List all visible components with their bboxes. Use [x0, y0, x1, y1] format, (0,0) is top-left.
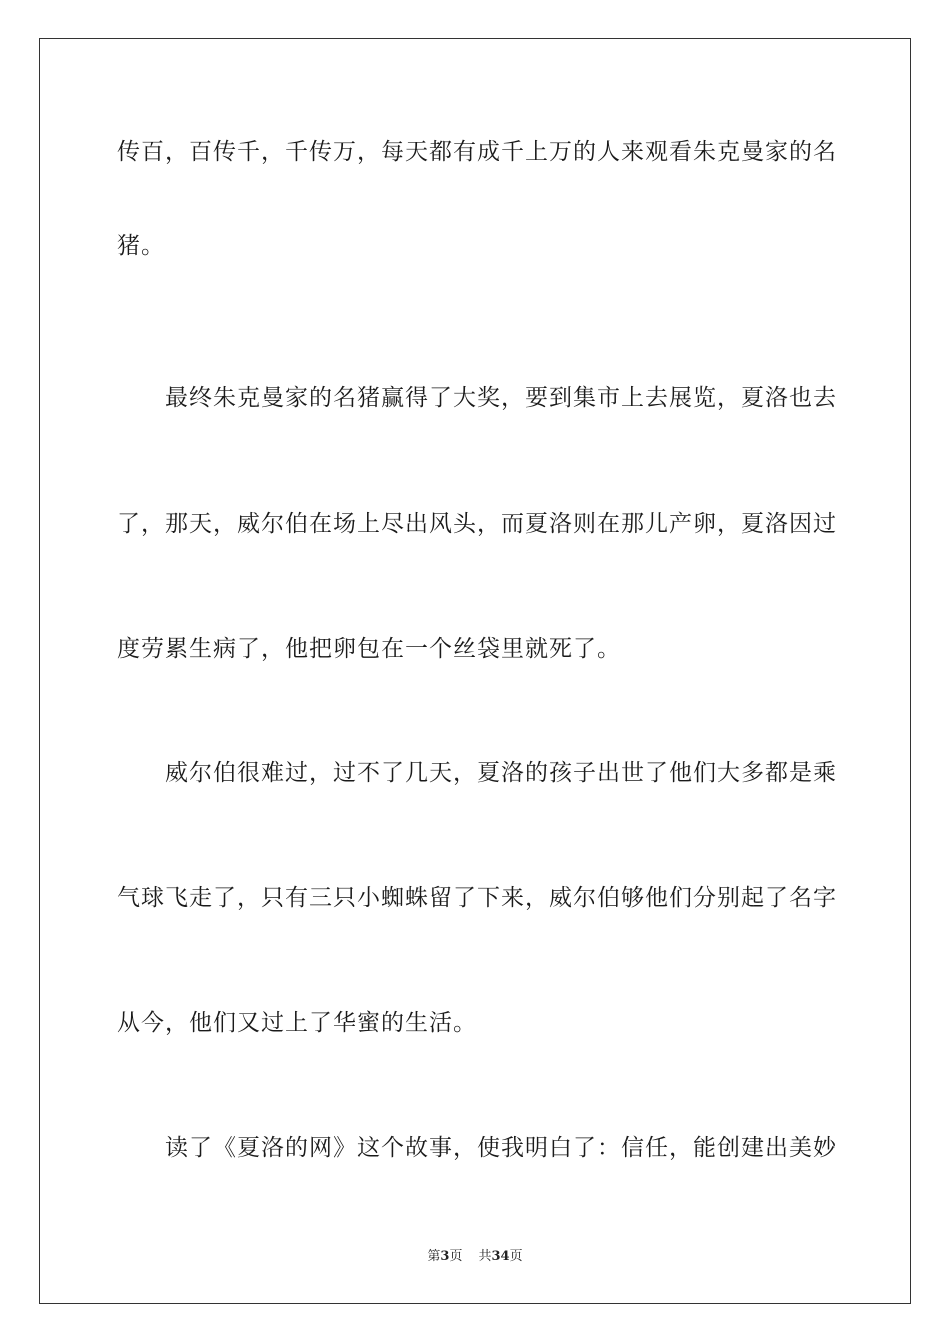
text-line-2: 猪。	[117, 233, 165, 259]
page-footer	[0, 1248, 950, 1266]
page-number: 3	[440, 1249, 450, 1264]
page-suffix: 页	[449, 1249, 463, 1264]
total-pages: 34	[491, 1249, 510, 1264]
text-line-1: 传百，百传千，千传万，每天都有成千上万的人来观看朱克曼家的名	[117, 139, 837, 165]
text-line-8: 从今，他们又过上了华蜜的生活。	[117, 1010, 477, 1036]
text-line-3: 最终朱克曼家的名猪赢得了大奖，要到集市上去展览，夏洛也去	[165, 385, 837, 411]
text-line-7: 气球飞走了，只有三只小蜘蛛留了下来，威尔伯够他们分别起了名字	[117, 885, 837, 911]
total-prefix: 共	[478, 1249, 492, 1264]
text-line-4: 了，那天，威尔伯在场上尽出风头，而夏洛则在那儿产卵，夏洛因过	[117, 511, 837, 537]
page-border	[39, 38, 911, 1304]
text-line-5: 度劳累生病了，他把卵包在一个丝袋里就死了。	[117, 636, 621, 662]
page-prefix: 第	[427, 1249, 441, 1264]
text-line-9: 读了《夏洛的网》这个故事，使我明白了：信任，能创建出美妙	[165, 1135, 837, 1161]
text-line-6: 威尔伯很难过，过不了几天，夏洛的孩子出世了他们大多都是乘	[165, 760, 837, 786]
total-suffix: 页	[509, 1249, 523, 1264]
